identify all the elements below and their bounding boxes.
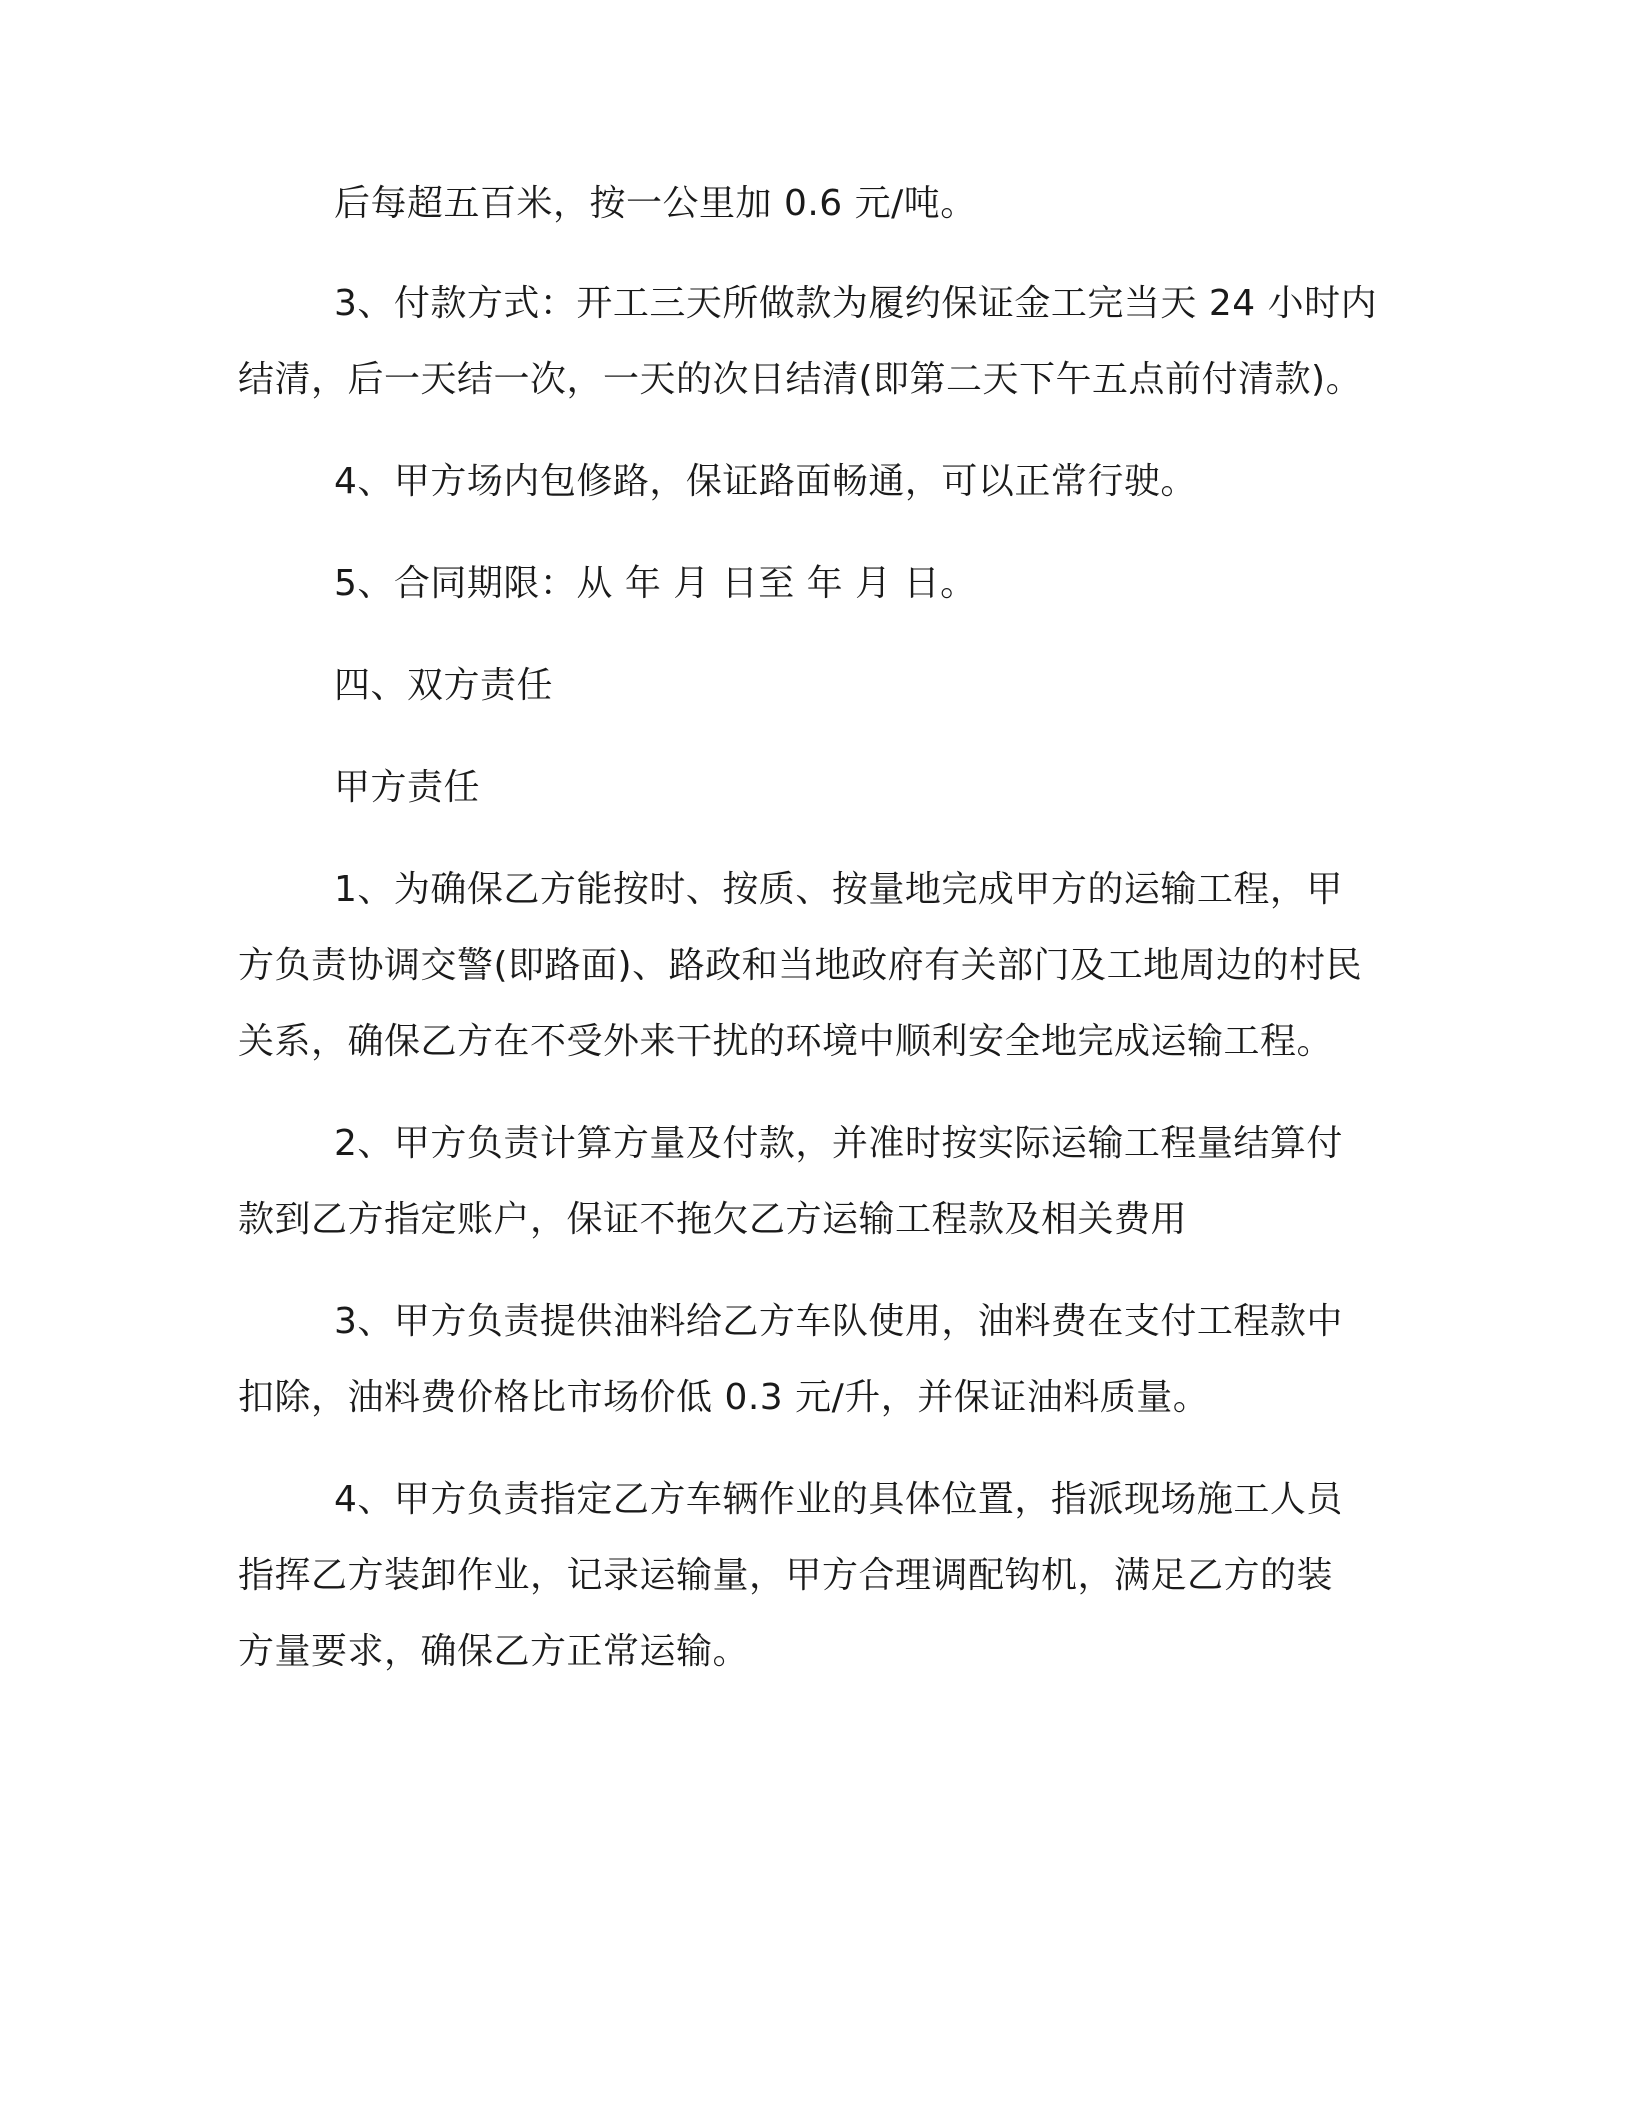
text-line-15: 4、甲方负责指定乙方车辆作业的具体位置，指派现场施工人员 [334, 1479, 1343, 1520]
text-line-17: 方量要求，确保乙方正常运输。 [238, 1631, 750, 1672]
subsection-heading: 甲方责任 [334, 767, 481, 808]
text-line-10: 关系，确保乙方在不受外来干扰的环境中顺利安全地完成运输工程。 [238, 1021, 1334, 1062]
text-line-13: 3、甲方负责提供油料给乙方车队使用，油料费在支付工程款中 [334, 1301, 1343, 1342]
text-line-1: 后每超五百米，按一公里加 0.6 元/吨。 [334, 183, 977, 224]
text-line-16: 指挥乙方装卸作业，记录运输量，甲方合理调配钩机，满足乙方的装 [238, 1555, 1334, 1596]
text-line-9: 方负责协调交警(即路面)、路政和当地政府有关部门及工地周边的村民 [238, 945, 1363, 986]
text-line-14: 扣除，油料费价格比市场价低 0.3 元/升，并保证油料质量。 [238, 1377, 1210, 1418]
section-heading: 四、双方责任 [334, 665, 554, 706]
text-line-12: 款到乙方指定账户，保证不拖欠乙方运输工程款及相关费用 [238, 1199, 1188, 1240]
text-line-8: 1、为确保乙方能按时、按质、按量地完成甲方的运输工程，甲 [334, 869, 1343, 910]
text-line-4: 4、甲方场内包修路，保证路面畅通，可以正常行驶。 [334, 461, 1197, 502]
text-line-2: 3、付款方式：开工三天所做款为履约保证金工完当天 24 小时内 [334, 283, 1378, 324]
text-line-3: 结清，后一天结一次，一天的次日结清(即第二天下午五点前付清款)。 [238, 359, 1363, 400]
text-line-5: 5、合同期限：从 年 月 日至 年 月 日。 [334, 563, 977, 604]
text-line-11: 2、甲方负责计算方量及付款，并准时按实际运输工程量结算付 [334, 1123, 1343, 1164]
